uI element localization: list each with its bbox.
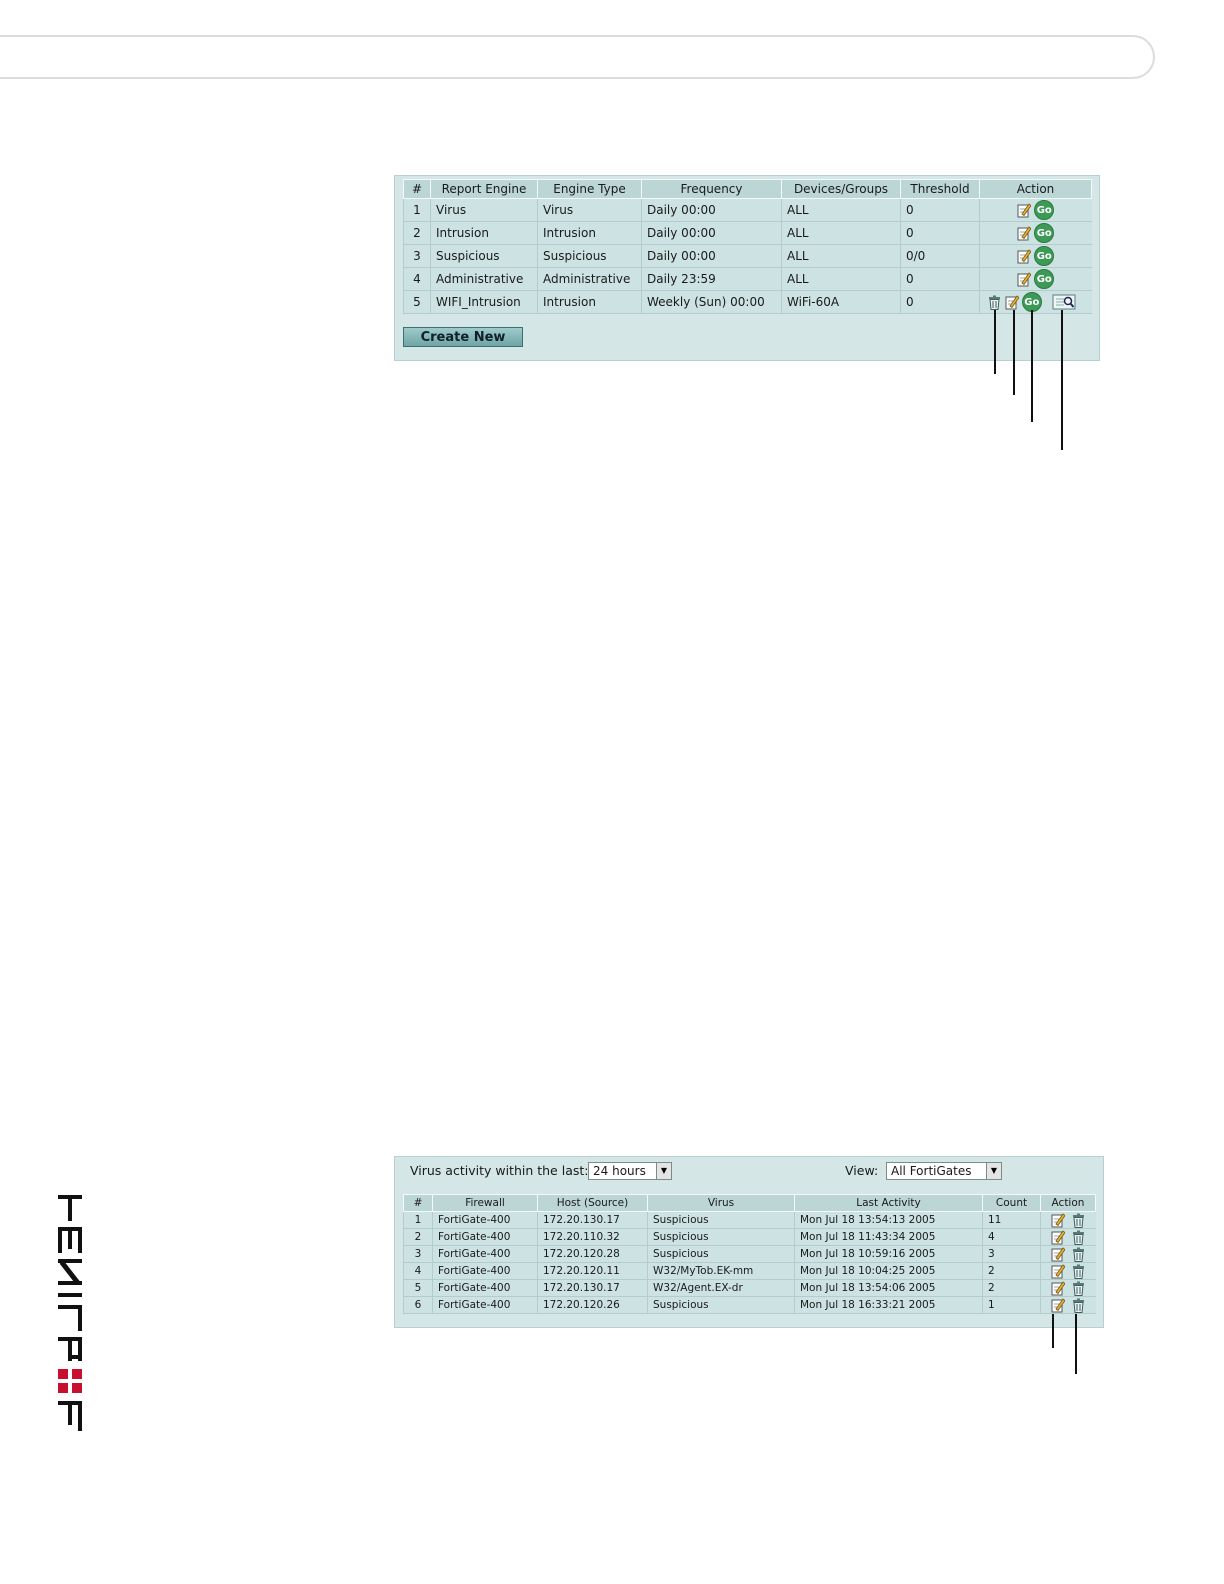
row-number: 5 xyxy=(404,1280,433,1297)
edit-icon[interactable] xyxy=(1017,202,1031,218)
chevron-down-icon: ▼ xyxy=(656,1163,671,1179)
count-cell: 1 xyxy=(983,1297,1041,1314)
go-button[interactable]: Go xyxy=(1034,269,1054,289)
last-activity-cell: Mon Jul 18 13:54:06 2005 xyxy=(795,1280,983,1297)
col-header-virus: Virus xyxy=(648,1195,795,1212)
engine-type-cell: Administrative xyxy=(538,268,642,291)
row-number: 5 xyxy=(404,291,431,314)
col-header-threshold: Threshold xyxy=(901,180,980,199)
callout-line-delete xyxy=(994,310,996,374)
go-button[interactable]: Go xyxy=(1022,292,1042,312)
go-button[interactable]: Go xyxy=(1034,223,1054,243)
table-row xyxy=(404,1246,1096,1263)
firewall-cell: FortiGate-400 xyxy=(433,1246,538,1263)
virus-cell: Suspicious xyxy=(648,1212,795,1229)
devices-cell: ALL xyxy=(782,199,901,222)
engine-type-cell: Suspicious xyxy=(538,245,642,268)
view-label: View: xyxy=(845,1163,879,1178)
firewall-cell: FortiGate-400 xyxy=(433,1229,538,1246)
col-header-action: Action xyxy=(980,180,1092,199)
activity-period-value: 24 hours xyxy=(593,1164,646,1178)
chevron-down-icon: ▼ xyxy=(986,1163,1001,1179)
row-number: 4 xyxy=(404,268,431,291)
row-number: 1 xyxy=(404,199,431,222)
count-cell: 4 xyxy=(983,1229,1041,1246)
edit-icon[interactable] xyxy=(1017,225,1031,241)
threshold-cell: 0 xyxy=(901,291,980,314)
host-cell: 172.20.110.32 xyxy=(538,1229,648,1246)
firewall-cell: FortiGate-400 xyxy=(433,1263,538,1280)
devices-cell: WiFi-60A xyxy=(782,291,901,314)
row-number: 3 xyxy=(404,245,431,268)
engine-type-cell: Intrusion xyxy=(538,222,642,245)
row-number: 3 xyxy=(404,1246,433,1263)
frequency-cell: Daily 00:00 xyxy=(642,245,782,268)
engine-type-cell: Virus xyxy=(538,199,642,222)
frequency-cell: Daily 00:00 xyxy=(642,222,782,245)
devices-cell: ALL xyxy=(782,245,901,268)
virus-cell: W32/MyTob.EK-mm xyxy=(648,1263,795,1280)
table-row xyxy=(404,1229,1096,1246)
virus-cell: W32/Agent.EX-dr xyxy=(648,1280,795,1297)
last-activity-cell: Mon Jul 18 10:59:16 2005 xyxy=(795,1246,983,1263)
report-table xyxy=(403,179,1092,314)
host-cell: 172.20.130.17 xyxy=(538,1212,648,1229)
action-cell xyxy=(1041,1212,1096,1229)
go-button[interactable]: Go xyxy=(1034,200,1054,220)
col-header-frequency: Frequency xyxy=(642,180,782,199)
action-cell xyxy=(980,245,1092,268)
callout-line-edit xyxy=(1052,1314,1054,1348)
edit-icon[interactable] xyxy=(1051,1212,1065,1228)
header-band xyxy=(0,35,1155,79)
row-number: 6 xyxy=(404,1297,433,1314)
virus-table xyxy=(403,1194,1096,1314)
edit-icon[interactable] xyxy=(1051,1280,1065,1296)
virus-cell: Suspicious xyxy=(648,1229,795,1246)
fortinet-logo xyxy=(58,1195,88,1435)
row-number: 1 xyxy=(404,1212,433,1229)
threshold-cell: 0 xyxy=(901,199,980,222)
virus-cell: Suspicious xyxy=(648,1297,795,1314)
activity-period-select[interactable] xyxy=(588,1162,672,1180)
edit-icon[interactable] xyxy=(1051,1229,1065,1245)
count-cell: 2 xyxy=(983,1280,1041,1297)
col-header-num: # xyxy=(404,1195,433,1212)
col-header-firewall: Firewall xyxy=(433,1195,538,1212)
trash-icon[interactable] xyxy=(1072,1298,1085,1313)
table-row xyxy=(404,291,1092,314)
table-row xyxy=(404,1297,1096,1314)
host-cell: 172.20.120.28 xyxy=(538,1246,648,1263)
threshold-cell: 0 xyxy=(901,222,980,245)
host-cell: 172.20.130.17 xyxy=(538,1280,648,1297)
edit-icon[interactable] xyxy=(1005,294,1019,310)
col-header-devices-groups: Devices/Groups xyxy=(782,180,901,199)
firewall-cell: FortiGate-400 xyxy=(433,1212,538,1229)
table-row xyxy=(404,222,1092,245)
frequency-cell: Daily 00:00 xyxy=(642,199,782,222)
count-cell: 11 xyxy=(983,1212,1041,1229)
last-activity-cell: Mon Jul 18 10:04:25 2005 xyxy=(795,1263,983,1280)
action-cell xyxy=(1041,1246,1096,1263)
trash-icon[interactable] xyxy=(1072,1281,1085,1296)
report-engine-cell: Administrative xyxy=(431,268,538,291)
virus-activity-panel xyxy=(394,1156,1104,1328)
frequency-cell: Weekly (Sun) 00:00 xyxy=(642,291,782,314)
trash-icon[interactable] xyxy=(1072,1213,1085,1228)
action-cell xyxy=(1041,1297,1096,1314)
report-engine-cell: Intrusion xyxy=(431,222,538,245)
col-header-host-source: Host (Source) xyxy=(538,1195,648,1212)
table-row xyxy=(404,199,1092,222)
edit-icon[interactable] xyxy=(1017,271,1031,287)
host-cell: 172.20.120.26 xyxy=(538,1297,648,1314)
table-row xyxy=(404,245,1092,268)
count-cell: 3 xyxy=(983,1246,1041,1263)
create-new-button[interactable]: Create New xyxy=(403,327,523,347)
col-header-engine-type: Engine Type xyxy=(538,180,642,199)
report-engine-cell: Virus xyxy=(431,199,538,222)
trash-icon[interactable] xyxy=(1072,1264,1085,1279)
trash-icon[interactable] xyxy=(1072,1247,1085,1262)
firewall-cell: FortiGate-400 xyxy=(433,1297,538,1314)
action-cell xyxy=(1041,1229,1096,1246)
row-number: 4 xyxy=(404,1263,433,1280)
action-cell xyxy=(1041,1263,1096,1280)
callout-line-go xyxy=(1031,310,1033,422)
activity-label: Virus activity within the last: xyxy=(410,1163,589,1178)
edit-icon[interactable] xyxy=(1017,248,1031,264)
table-row xyxy=(404,1212,1096,1229)
host-cell: 172.20.120.11 xyxy=(538,1263,648,1280)
col-header-last-activity: Last Activity xyxy=(795,1195,983,1212)
callout-line-view xyxy=(1061,310,1063,450)
action-cell xyxy=(980,268,1092,291)
virus-cell: Suspicious xyxy=(648,1246,795,1263)
last-activity-cell: Mon Jul 18 13:54:13 2005 xyxy=(795,1212,983,1229)
count-cell: 2 xyxy=(983,1263,1041,1280)
view-select[interactable] xyxy=(886,1162,1002,1180)
callout-line-delete xyxy=(1075,1314,1077,1374)
table-header-row xyxy=(404,1195,1096,1212)
edit-icon[interactable] xyxy=(1051,1263,1065,1279)
table-row xyxy=(404,1263,1096,1280)
devices-cell: ALL xyxy=(782,268,901,291)
table-row xyxy=(404,268,1092,291)
frequency-cell: Daily 23:59 xyxy=(642,268,782,291)
report-engine-cell: WIFI_Intrusion xyxy=(431,291,538,314)
callout-line-edit xyxy=(1013,310,1015,395)
report-engine-cell: Suspicious xyxy=(431,245,538,268)
row-number: 2 xyxy=(404,222,431,245)
threshold-cell: 0 xyxy=(901,268,980,291)
edit-icon[interactable] xyxy=(1051,1246,1065,1262)
firewall-cell: FortiGate-400 xyxy=(433,1280,538,1297)
table-header-row xyxy=(404,180,1092,199)
view-report-icon[interactable] xyxy=(1052,294,1076,310)
table-row xyxy=(404,1280,1096,1297)
engine-type-cell: Intrusion xyxy=(538,291,642,314)
last-activity-cell: Mon Jul 18 16:33:21 2005 xyxy=(795,1297,983,1314)
view-value: All FortiGates xyxy=(891,1164,972,1178)
go-button[interactable]: Go xyxy=(1034,246,1054,266)
edit-icon[interactable] xyxy=(1051,1297,1065,1313)
trash-icon[interactable] xyxy=(1072,1230,1085,1245)
row-number: 2 xyxy=(404,1229,433,1246)
last-activity-cell: Mon Jul 18 11:43:34 2005 xyxy=(795,1229,983,1246)
col-header-action: Action xyxy=(1041,1195,1096,1212)
trash-icon[interactable] xyxy=(988,295,1001,310)
action-cell xyxy=(980,291,1092,314)
devices-cell: ALL xyxy=(782,222,901,245)
col-header-count: Count xyxy=(983,1195,1041,1212)
action-cell xyxy=(1041,1280,1096,1297)
action-cell xyxy=(980,222,1092,245)
col-header-report-engine: Report Engine xyxy=(431,180,538,199)
col-header-num: # xyxy=(404,180,431,199)
threshold-cell: 0/0 xyxy=(901,245,980,268)
action-cell xyxy=(980,199,1092,222)
